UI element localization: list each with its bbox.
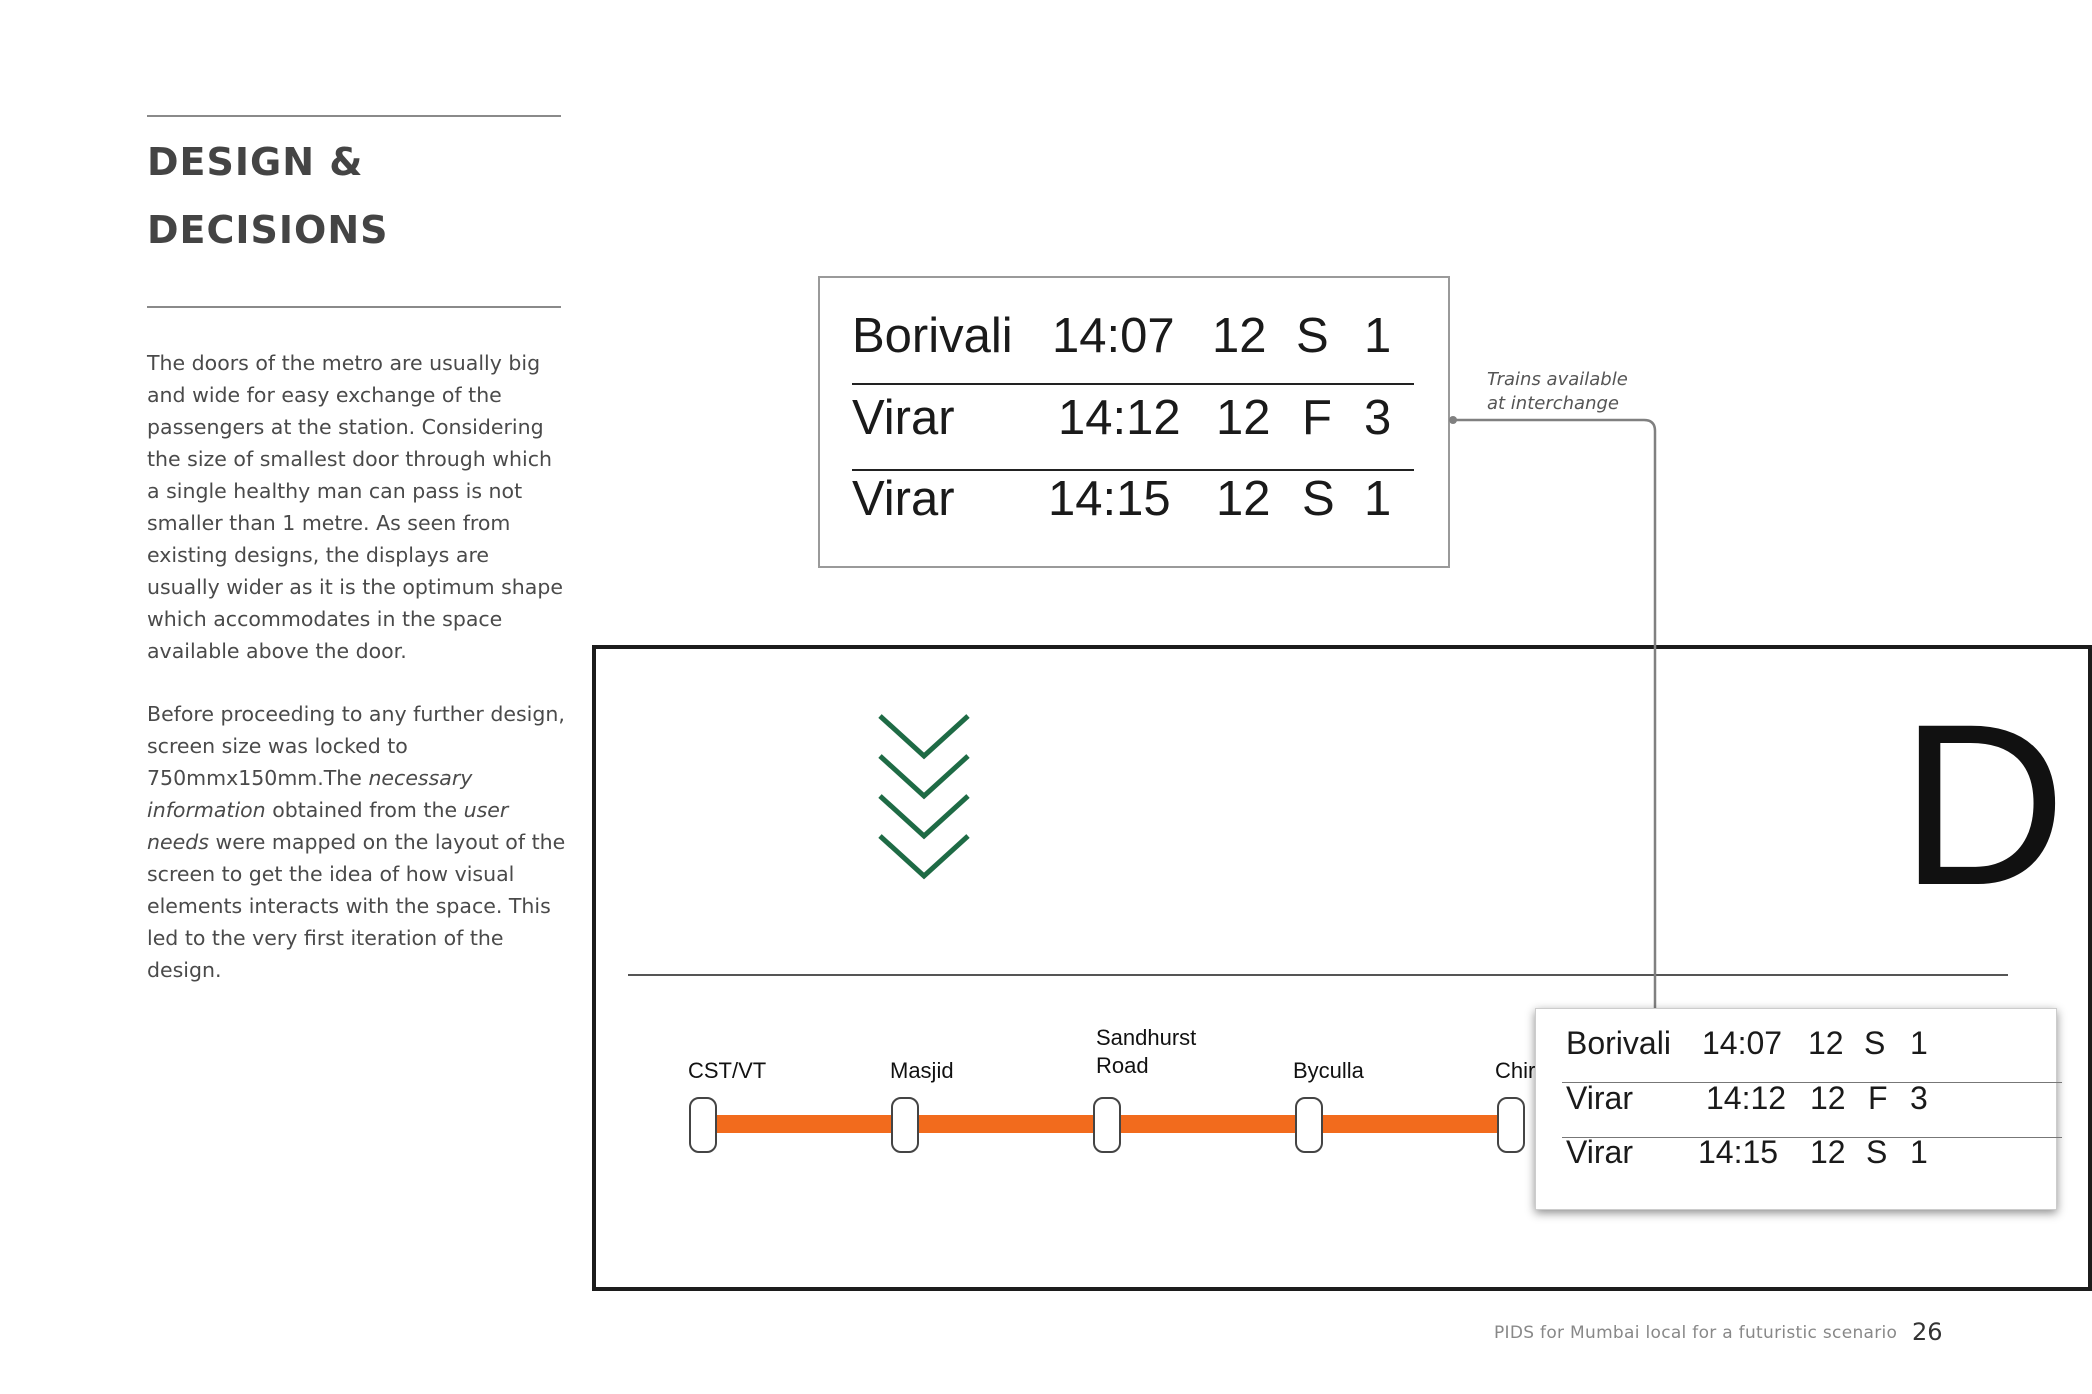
body-paragraph-1: The doors of the metro are usually big and wide for easy exchange of the passengers at the station. Considering the size of smallest door through which a single healthy man can pass is not smaller than 1 metre. As seen from existing designs, the displays are usually wider as it is the optimum shape which accommodates in the space available above the door. xyxy=(147,351,563,663)
tt-cars: 12 xyxy=(1216,391,1271,445)
tt-time: 14:07 xyxy=(1702,1025,1783,1061)
tt-destination: Borivali xyxy=(852,309,1013,363)
tt-type: F xyxy=(1868,1080,1888,1116)
station-name: Byculla xyxy=(1293,1058,1364,1083)
station-name: Sandhurst xyxy=(1096,1025,1197,1050)
tt-destination: Virar xyxy=(852,391,955,445)
title-line-2: DECISIONS xyxy=(147,208,389,252)
station-name: CST/VT xyxy=(688,1058,767,1083)
tt-cars: 12 xyxy=(1212,309,1267,363)
tt-time: 14:07 xyxy=(1052,309,1175,363)
para2-text-c: were mapped on the layout of the screen to get the idea of how visual elements interacts with the space. This led to the very first iteration of the design. xyxy=(147,830,566,982)
chevron-down-icon xyxy=(874,712,974,884)
station-label xyxy=(688,1057,766,1085)
title-line-1: DESIGN & xyxy=(147,140,364,184)
para2-emphasis-1: necessary information xyxy=(147,766,473,822)
tt-platform: 1 xyxy=(1364,472,1392,526)
timetable-row xyxy=(852,459,1402,541)
tt-type: S xyxy=(1302,472,1335,526)
station-label xyxy=(890,1057,954,1085)
page-number: 26 xyxy=(1912,1318,1943,1346)
station-name: Masjid xyxy=(890,1058,954,1083)
timetable-row xyxy=(852,378,1402,460)
tt-cars: 12 xyxy=(1810,1080,1846,1116)
interchange-callout xyxy=(1487,368,1628,416)
interchange-timetable xyxy=(1535,1008,2057,1210)
body-paragraph-2 xyxy=(147,698,567,986)
timetable-row xyxy=(1566,1076,2046,1128)
tt-time: 14:12 xyxy=(1706,1080,1787,1116)
tt-platform: 3 xyxy=(1910,1080,1928,1116)
tt-destination: Virar xyxy=(852,472,955,526)
station-label xyxy=(1096,1024,1196,1080)
station-label xyxy=(1293,1057,1364,1085)
title-bottom-rule xyxy=(147,306,561,308)
station-stop-marker xyxy=(891,1097,919,1153)
timetable-row xyxy=(852,296,1402,378)
station-stop-marker xyxy=(1093,1097,1121,1153)
station-stop-marker xyxy=(689,1097,717,1153)
tt-destination: Virar xyxy=(1566,1080,1633,1116)
callout-line-2: at interchange xyxy=(1487,393,1619,414)
tt-type: S xyxy=(1864,1025,1886,1061)
tt-type: F xyxy=(1302,391,1332,445)
tt-time: 14:15 xyxy=(1698,1134,1779,1170)
tt-destination: Virar xyxy=(1566,1134,1633,1170)
tt-time: 14:15 xyxy=(1048,472,1171,526)
station-name-line-2: Road xyxy=(1096,1053,1149,1078)
page-title xyxy=(147,128,389,264)
station-name: Chir xyxy=(1495,1058,1536,1083)
tt-type: S xyxy=(1866,1134,1888,1170)
callout-line-1: Trains available xyxy=(1487,369,1628,390)
station-label xyxy=(1495,1057,1535,1085)
tt-platform: 1 xyxy=(1910,1134,1928,1170)
tt-destination: Borivali xyxy=(1566,1025,1671,1061)
station-stop-marker xyxy=(1295,1097,1323,1153)
tt-platform: 3 xyxy=(1364,391,1392,445)
para2-text-b: obtained from the xyxy=(265,798,464,822)
route-divider xyxy=(628,974,2008,976)
destination-big-letter: D xyxy=(1900,676,2067,933)
connector-arrow xyxy=(1448,414,1668,1034)
tt-type: S xyxy=(1296,309,1329,363)
para2-emphasis-2: user needs xyxy=(147,798,509,854)
tt-cars: 12 xyxy=(1808,1025,1844,1061)
station-stop-marker xyxy=(1497,1097,1525,1153)
tt-platform: 1 xyxy=(1910,1025,1928,1061)
top-rule xyxy=(147,115,561,117)
tt-cars: 12 xyxy=(1216,472,1271,526)
timetable-card xyxy=(818,276,1450,568)
timetable-row xyxy=(1566,1130,2046,1182)
para2-text-a: Before proceeding to any further design, screen size was locked to 750mmx150mm.The xyxy=(147,702,565,790)
tt-platform: 1 xyxy=(1364,309,1392,363)
footer-caption: PIDS for Mumbai local for a futuristic scenario xyxy=(1494,1323,1898,1343)
tt-time: 14:12 xyxy=(1058,391,1181,445)
tt-cars: 12 xyxy=(1810,1134,1846,1170)
timetable-row xyxy=(1566,1021,2046,1073)
